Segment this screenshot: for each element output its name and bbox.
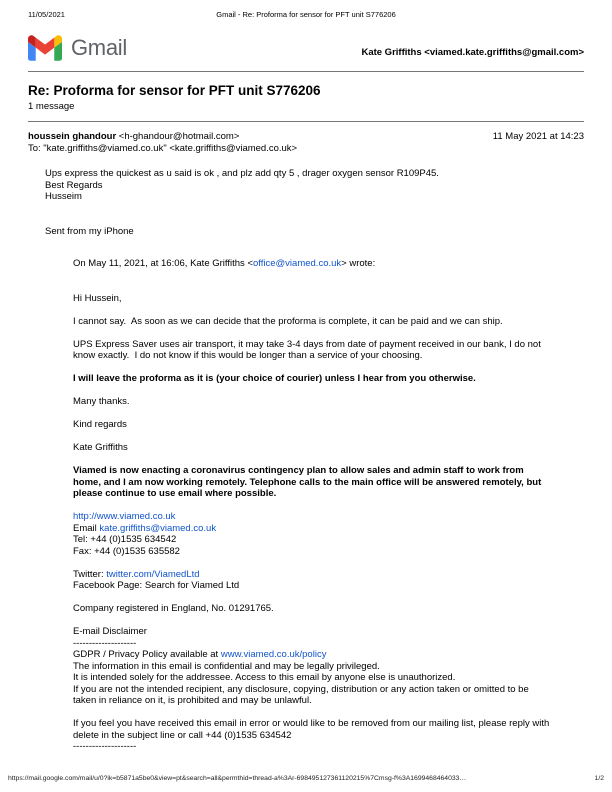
body-line bbox=[73, 523, 554, 535]
blank-line bbox=[73, 500, 554, 512]
body-text: Viamed is now enacting a coronavirus contingency plan to allow sales and admin staff to work from home, and I am now working remotely. Telephone calls to the main office will be answered remotely, but please continue to use email where possible. bbox=[73, 465, 544, 499]
body-line bbox=[73, 534, 554, 546]
blank-line bbox=[73, 304, 554, 316]
body-line bbox=[73, 718, 554, 741]
body-text: I will leave the proforma as it is (your choice of courier) unless I hear from you otherwise. bbox=[73, 373, 476, 384]
body-line bbox=[45, 191, 584, 203]
body-line bbox=[73, 638, 554, 650]
print-title: Gmail - Re: Proforma for sensor for PFT unit S776206 bbox=[216, 10, 396, 19]
body-line bbox=[73, 684, 554, 707]
body-line bbox=[73, 603, 554, 615]
message-date: 11 May 2021 at 14:23 bbox=[492, 131, 584, 142]
blank-line bbox=[73, 327, 554, 339]
body-text: Fax: +44 (0)1535 635582 bbox=[73, 545, 180, 557]
body-line bbox=[73, 546, 554, 558]
print-header bbox=[0, 0, 612, 19]
body-line bbox=[73, 626, 554, 638]
body-line bbox=[73, 442, 554, 454]
body-line bbox=[73, 511, 554, 523]
blank-line bbox=[73, 408, 554, 420]
sender bbox=[28, 131, 239, 142]
body-text: UPS Express Saver uses air transport, it may take 3-4 days from date of payment received in our bank, I do not know exactly. I do not know if this would be longer than a service of your choosing. bbox=[73, 338, 544, 361]
body-text: -------------------- bbox=[73, 741, 137, 752]
body-line bbox=[73, 396, 554, 408]
from-row bbox=[0, 122, 612, 142]
footer-page-number: 1/2 bbox=[594, 775, 604, 782]
gmail-m-icon bbox=[28, 35, 62, 61]
blank-line bbox=[73, 385, 554, 397]
gmail-header bbox=[0, 19, 612, 71]
body-text: Kind regards bbox=[73, 419, 127, 430]
body-text: E-mail Disclaimer bbox=[73, 626, 147, 637]
email-link[interactable]: http://www.viamed.co.uk bbox=[73, 511, 176, 522]
email-link[interactable]: kate.griffiths@viamed.co.uk bbox=[99, 522, 217, 534]
body-text: The information in this email is confidential and may be legally privileged. bbox=[73, 660, 380, 672]
body-line bbox=[73, 373, 554, 385]
message-count: 1 message bbox=[28, 101, 75, 112]
blank-line bbox=[73, 270, 554, 282]
body-line bbox=[45, 226, 584, 238]
body-line bbox=[45, 180, 584, 192]
body-line bbox=[73, 741, 554, 753]
email-body bbox=[0, 154, 612, 237]
body-text: Tel: +44 (0)1535 634542 bbox=[73, 534, 177, 545]
print-footer bbox=[8, 775, 604, 782]
body-text: Husseim bbox=[45, 191, 82, 202]
sender-address: <h-ghandour@hotmail.com> bbox=[116, 131, 240, 142]
body-text: I cannot say. As soon as we can decide that the proforma is complete, it can be paid and we can ship. bbox=[73, 315, 503, 327]
print-date: 11/05/2021 bbox=[28, 10, 65, 19]
body-line bbox=[73, 569, 554, 581]
body-text: Ups express the quickest as u said is ok , and plz add qty 5 , drager oxygen sensor R109P45. bbox=[45, 168, 439, 179]
blank-line bbox=[45, 203, 584, 215]
body-text: Twitter: bbox=[73, 568, 107, 580]
body-line bbox=[73, 672, 554, 684]
body-line bbox=[73, 580, 554, 592]
email-subject: Re: Proforma for sensor for PFT unit S776206 bbox=[28, 83, 321, 98]
body-text: On May 11, 2021, at 16:06, Kate Griffiths < bbox=[73, 258, 253, 269]
body-text: It is intended solely for the addressee. Access to this email by anyone else is unauthorized. bbox=[73, 672, 456, 683]
body-text: Email bbox=[73, 522, 100, 534]
gmail-wordmark: Gmail bbox=[71, 35, 127, 60]
email-link[interactable]: office@viamed.co.uk bbox=[253, 258, 342, 269]
blank-line bbox=[73, 707, 554, 719]
blank-line bbox=[73, 592, 554, 604]
quoted-reply bbox=[73, 258, 554, 753]
blank-line bbox=[45, 214, 584, 226]
body-line bbox=[73, 419, 554, 431]
body-line bbox=[73, 258, 554, 270]
blank-line bbox=[73, 615, 554, 627]
body-text: Kate Griffiths bbox=[73, 442, 128, 453]
body-line bbox=[45, 168, 584, 180]
body-text: Sent from my iPhone bbox=[45, 225, 134, 237]
body-text: Many thanks. bbox=[73, 396, 130, 407]
blank-line bbox=[73, 454, 554, 466]
footer-url: https://mail.google.com/mail/u/0?ik=b5871a5be0&view=pt&search=all&permthid=thread-a%3Ar-698495127361120215%7Cmsg-f%3A1699468464033… bbox=[8, 775, 467, 782]
account-email: Kate Griffiths <viamed.kate.griffiths@gmail.com> bbox=[361, 46, 584, 58]
sender-name: houssein ghandour bbox=[28, 131, 117, 142]
email-link[interactable]: www.viamed.co.uk/policy bbox=[220, 649, 327, 660]
recipient-row: To: "kate.griffiths@viamed.co.uk" <kate.griffiths@viamed.co.uk> bbox=[28, 143, 298, 154]
blank-line bbox=[73, 281, 554, 293]
body-text: If you are not the intended recipient, any disclosure, copying, distribution or any action taken or omitted to be taken in reliance on it, is prohibited and may be unlawful. bbox=[73, 683, 532, 706]
body-line bbox=[73, 649, 554, 661]
body-text: -------------------- bbox=[73, 637, 137, 649]
email-link[interactable]: twitter.com/ViamedLtd bbox=[106, 568, 200, 580]
gmail-logo bbox=[28, 35, 127, 61]
blank-line bbox=[73, 557, 554, 569]
body-line bbox=[73, 293, 554, 305]
body-text: Hi Hussein, bbox=[73, 292, 122, 304]
body-text: Company registered in England, No. 01291765. bbox=[73, 603, 274, 614]
body-line bbox=[73, 465, 554, 500]
blank-line bbox=[73, 431, 554, 443]
body-line bbox=[73, 661, 554, 673]
body-text: GDPR / Privacy Policy available at bbox=[73, 649, 221, 660]
body-text: > wrote: bbox=[341, 258, 376, 269]
blank-line bbox=[73, 362, 554, 374]
body-text: Best Regards bbox=[45, 179, 103, 191]
body-text: Facebook Page: Search for Viamed Ltd bbox=[73, 580, 240, 591]
body-line bbox=[73, 316, 554, 328]
body-text: If you feel you have received this email in error or would like to be removed from our mailing list, please reply with delete in the subject line or call +44 (0)1535 634542 bbox=[73, 718, 552, 741]
body-line bbox=[73, 339, 554, 362]
